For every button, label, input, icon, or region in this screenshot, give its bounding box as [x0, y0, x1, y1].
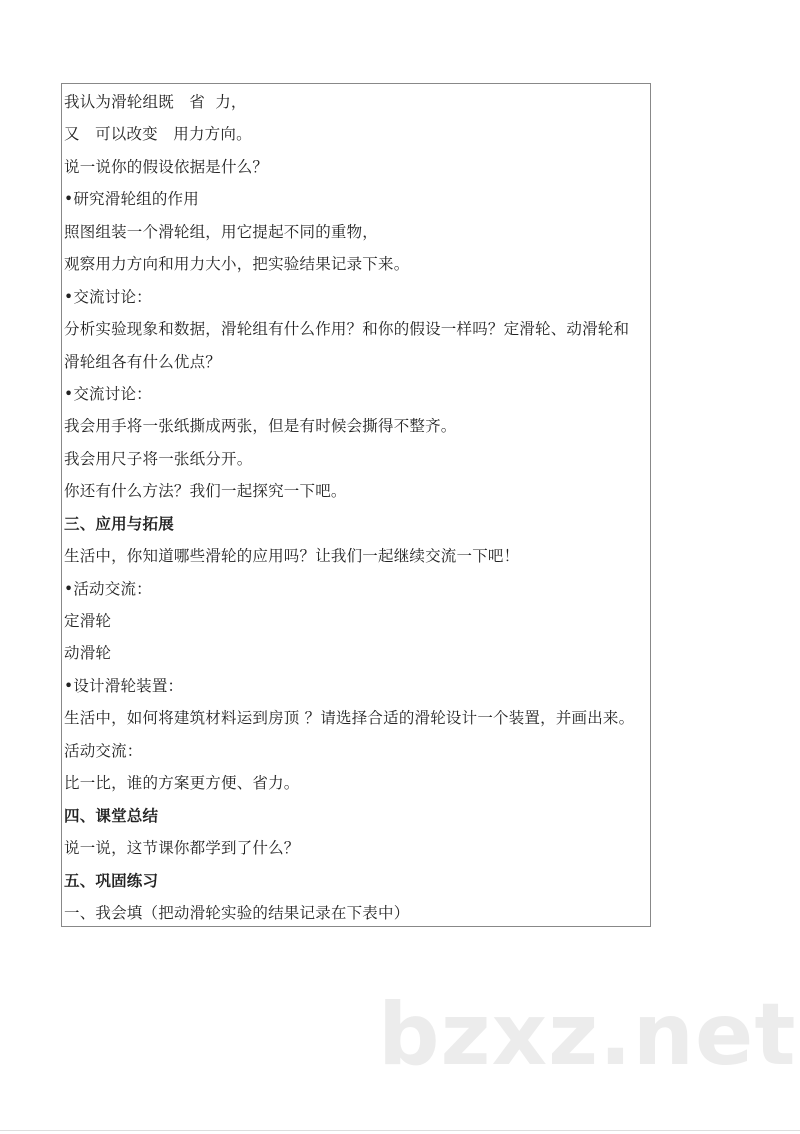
text-line: 定滑轮	[64, 612, 112, 630]
text-lines	[64, 86, 650, 929]
text-line: 比一比，谁的方案更方便、省力。	[64, 774, 300, 793]
text-line: 我会用尺子将一张纸分开。	[64, 449, 253, 468]
text-line: •交流讨论：	[64, 384, 152, 403]
text-line: 滑轮组各有什么优点？	[64, 352, 222, 371]
page-edge-divider	[0, 1130, 800, 1131]
text-line: 生活中，你知道哪些滑轮的应用吗？让我们一起继续交流一下吧！	[64, 547, 520, 566]
text-line: 我认为滑轮组既 省 力，	[64, 93, 247, 111]
text-line: 分析实验现象和数据，滑轮组有什么作用？和你的假设一样吗？定滑轮、动滑轮和	[64, 320, 630, 339]
content-table-cell	[61, 83, 651, 927]
text-line: 又 可以改变 用力方向。	[64, 125, 252, 144]
text-line: 说一说你的假设依据是什么？	[64, 157, 269, 176]
text-line: •活动交流：	[64, 579, 152, 598]
section-heading: 三、应用与拓展	[64, 514, 174, 533]
text-line: 一、我会填（把动滑轮实验的结果记录在下表中）	[64, 903, 410, 922]
watermark: bzxz.net	[378, 985, 797, 1085]
text-line: •研究滑轮组的作用	[64, 190, 199, 209]
text-line: •设计滑轮装置：	[64, 676, 184, 695]
text-line: 观察用力方向和用力大小，把实验结果记录下来。	[64, 255, 410, 274]
text-line: 说一说，这节课你都学到了什么？	[64, 839, 300, 858]
text-line: 生活中，如何将建筑材料运到房顶 ？请选择合适的滑轮设计一个装置，并画出来。	[64, 709, 635, 728]
text-line: 照图组装一个滑轮组，用它提起不同的重物，	[64, 222, 379, 241]
section-heading: 五、巩固练习	[64, 871, 159, 890]
text-line: 活动交流：	[64, 741, 143, 760]
text-line: 动滑轮	[64, 644, 112, 663]
text-line: •交流讨论：	[64, 287, 152, 306]
section-heading: 四、课堂总结	[64, 806, 159, 825]
text-line: 你还有什么方法？我们一起探究一下吧。	[64, 482, 347, 501]
text-line: 我会用手将一张纸撕成两张，但是有时候会撕得不整齐。	[64, 417, 457, 436]
